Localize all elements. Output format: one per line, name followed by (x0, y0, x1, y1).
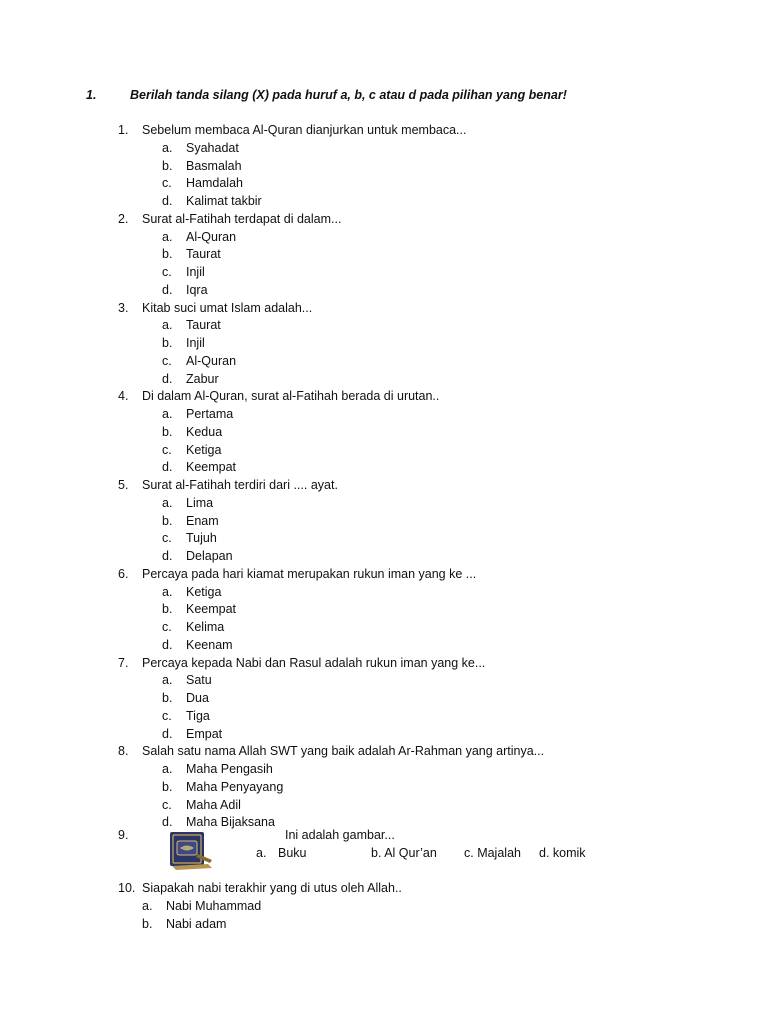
q7-option-b[interactable] (162, 691, 209, 705)
option-letter: c. (162, 442, 172, 457)
question-number: 3. (118, 300, 129, 315)
question-number: 10. (118, 881, 136, 895)
q6-option-a[interactable] (162, 585, 221, 599)
question-8 (118, 744, 544, 758)
option-text: Tiga (186, 708, 210, 723)
question-9 (118, 828, 142, 842)
q9-option-c[interactable]: c. Majalah (464, 846, 521, 860)
q6-option-b[interactable] (162, 602, 236, 616)
q5-option-b[interactable] (162, 514, 219, 528)
option-letter: a. (142, 899, 153, 913)
option-letter: c. (162, 265, 172, 279)
option-letter: b. (162, 424, 173, 439)
q3-option-b[interactable] (162, 336, 205, 350)
option-letter: a. (162, 673, 173, 688)
q5-option-a[interactable] (162, 496, 213, 510)
option-text: Al-Quran (186, 229, 237, 244)
question-text: Sebelum membaca Al-Quran dianjurkan untuk membaca... (142, 123, 467, 137)
option-letter: d. (162, 460, 173, 475)
q10-option-a[interactable] (142, 899, 261, 913)
option-letter: b. (162, 336, 173, 350)
q8-option-b[interactable] (162, 780, 283, 794)
option-letter: c. (162, 353, 172, 368)
instruction-text: Berilah tanda silang (X) pada huruf a, b, c atau d pada pilihan yang benar! (130, 88, 567, 102)
question-3 (118, 301, 312, 315)
q2-option-d[interactable] (162, 283, 208, 297)
option-letter: b. (162, 513, 173, 528)
q1-option-c[interactable] (162, 176, 243, 190)
q2-option-c[interactable] (162, 265, 205, 279)
option-letter: c. (162, 620, 172, 634)
option-text: Ketiga (186, 442, 222, 457)
option-letter: b. (162, 247, 173, 262)
option-text: Kedua (186, 424, 223, 439)
option-letter: b. (162, 158, 173, 173)
q1-option-a[interactable] (162, 141, 239, 155)
option-text: Keempat (186, 460, 237, 475)
question-7 (118, 656, 485, 670)
option-text: Satu (186, 673, 212, 688)
option-text: Al-Quran (186, 353, 237, 368)
option-letter: c. (162, 531, 172, 546)
instruction-number: 1. (86, 88, 97, 102)
option-letter: b. (162, 779, 173, 794)
option-text: Taurat (186, 247, 221, 262)
option-text: Maha Adil (186, 797, 241, 812)
q7-option-c[interactable] (162, 709, 210, 723)
question-number: 9. (118, 828, 129, 842)
q9-option-b[interactable]: b. Al Qur’an (371, 846, 437, 860)
option-text: Enam (186, 513, 219, 528)
question-2 (118, 212, 341, 226)
option-text: Lima (186, 495, 214, 510)
option-text: Hamdalah (186, 176, 243, 191)
q5-option-c[interactable] (162, 531, 217, 545)
option-text: Empat (186, 726, 223, 741)
option-text: Nabi adam (166, 917, 227, 931)
q8-option-a[interactable] (162, 762, 273, 776)
quran-book-icon (168, 830, 214, 872)
q8-option-d[interactable] (162, 815, 275, 829)
option-letter: d. (162, 726, 173, 741)
question-number: 5. (118, 478, 129, 492)
q3-option-c[interactable] (162, 354, 236, 368)
question-text: Percaya kepada Nabi dan Rasul adalah rukun iman yang ke... (142, 655, 486, 670)
option-text: Delapan (186, 549, 233, 563)
question-number: 6. (118, 566, 129, 581)
q1-option-b[interactable] (162, 159, 242, 173)
q3-option-d[interactable] (162, 372, 219, 386)
q4-option-d[interactable] (162, 460, 236, 474)
option-letter: a. (162, 495, 173, 510)
q6-option-c[interactable] (162, 620, 224, 634)
option-letter: d. (162, 549, 173, 563)
q2-option-a[interactable] (162, 230, 236, 244)
option-letter: c. (162, 708, 172, 723)
option-text: Kelima (186, 620, 225, 634)
q7-option-a[interactable] (162, 673, 212, 687)
q4-option-b[interactable] (162, 425, 222, 439)
question-4 (118, 389, 439, 403)
question-text: Salah satu nama Allah SWT yang baik adalah Ar-Rahman yang artinya... (142, 744, 545, 759)
option-text: Nabi Muhammad (166, 899, 262, 913)
option-letter: a. (162, 762, 173, 776)
option-text: Pertama (186, 407, 234, 421)
option-text: Injil (186, 265, 205, 279)
question-number: 7. (118, 655, 129, 670)
q8-option-c[interactable] (162, 798, 241, 812)
question-5 (118, 478, 338, 492)
option-letter: a. (162, 584, 173, 599)
q10-option-b[interactable] (142, 917, 226, 931)
option-letter: b. (162, 691, 173, 705)
question-6 (118, 567, 476, 581)
option-letter: c. (162, 176, 172, 191)
option-text: Basmalah (186, 158, 242, 173)
option-letter: a. (162, 407, 173, 421)
option-text: Syahadat (186, 140, 239, 155)
question-1 (118, 123, 466, 137)
option-text: Buku (278, 846, 307, 860)
option-letter: b. (162, 602, 173, 617)
option-letter: a. (256, 846, 267, 860)
option-text: Taurat (186, 318, 221, 333)
q6-option-d[interactable] (162, 638, 233, 652)
option-text: Kalimat takbir (186, 194, 262, 208)
option-text: Zabur (186, 371, 219, 386)
option-letter: d. (162, 637, 173, 652)
option-text: Maha Penyayang (186, 779, 284, 794)
question-text: Siapakah nabi terakhir yang di utus oleh Allah.. (142, 881, 402, 895)
option-letter: a. (162, 140, 173, 155)
option-letter: d. (162, 194, 173, 208)
option-text: Keenam (186, 637, 233, 652)
q9-option-d[interactable]: d. komik (539, 846, 586, 860)
option-letter: b. (142, 917, 153, 931)
option-text: Keempat (186, 602, 237, 617)
question-text: Percaya pada hari kiamat merupakan rukun iman yang ke ... (142, 566, 477, 581)
question-text: Surat al-Fatihah terdapat di dalam... (142, 211, 342, 226)
question-9-text: Ini adalah gambar... (285, 828, 395, 842)
option-letter: a. (162, 318, 173, 333)
q2-option-b[interactable] (162, 247, 221, 261)
option-text: Iqra (186, 282, 208, 297)
q5-option-d[interactable] (162, 549, 233, 563)
question-10 (118, 881, 402, 895)
question-number: 8. (118, 744, 129, 759)
q1-option-d[interactable] (162, 194, 262, 208)
question-number: 2. (118, 211, 129, 226)
option-text: Maha Bijaksana (186, 815, 275, 830)
question-text: Kitab suci umat Islam adalah... (142, 300, 313, 315)
option-text: Maha Pengasih (186, 762, 273, 776)
option-text: Injil (186, 336, 205, 350)
question-number: 1. (118, 123, 129, 137)
option-letter: c. (162, 797, 172, 812)
option-letter: d. (162, 815, 173, 830)
q4-option-a[interactable] (162, 407, 233, 421)
question-text: Di dalam Al-Quran, surat al-Fatihah berada di urutan.. (142, 389, 440, 404)
q3-option-a[interactable] (162, 318, 221, 332)
option-letter: d. (162, 282, 173, 297)
question-number: 4. (118, 389, 129, 404)
option-letter: a. (162, 229, 173, 244)
q4-option-c[interactable] (162, 443, 221, 457)
question-text: Surat al-Fatihah terdiri dari .... ayat. (142, 478, 338, 492)
option-text: Tujuh (186, 531, 217, 546)
q7-option-d[interactable] (162, 727, 222, 741)
q9-option-a[interactable] (256, 846, 307, 860)
option-text: Dua (186, 691, 209, 705)
option-letter: d. (162, 371, 173, 386)
option-text: Ketiga (186, 584, 222, 599)
